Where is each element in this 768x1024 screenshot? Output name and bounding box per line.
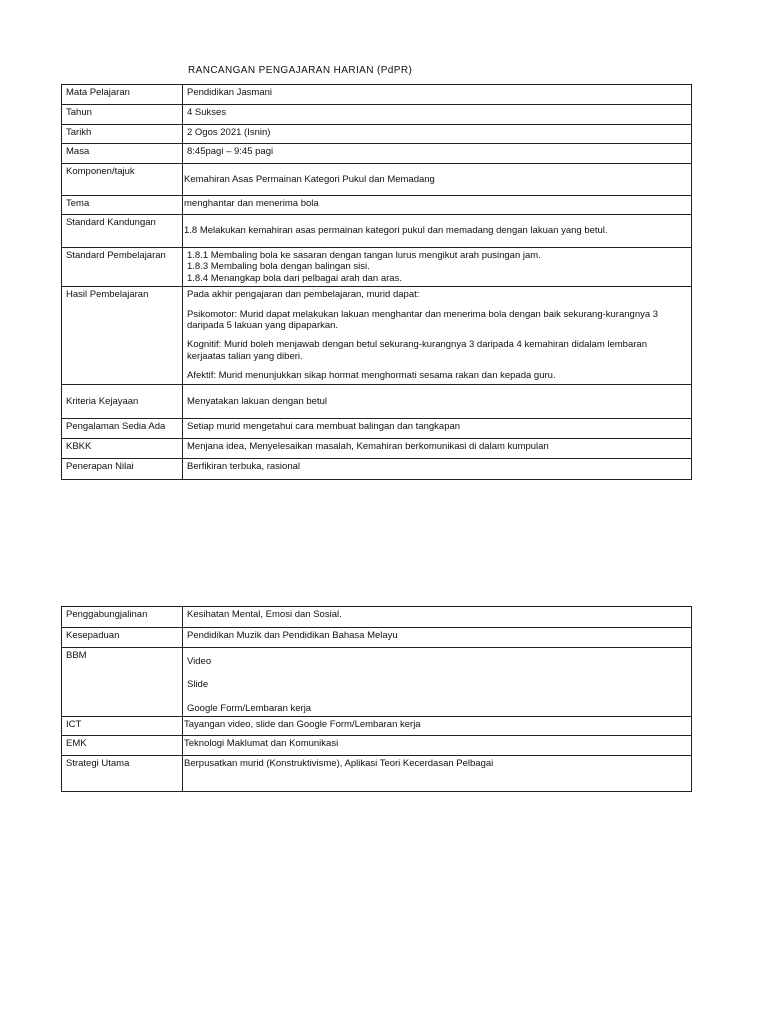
hasil-kognitif: Kognitif: Murid boleh menjawab dengan betul sekurang-kurangnya 3 daripada 4 kemahiran didalam lembaran kerjaatas talian yang diberi. [187, 339, 647, 362]
value-tema: menghantar dan menerima bola [183, 196, 692, 215]
document-title: RANCANGAN PENGAJARAN HARIAN (PdPR) [188, 65, 413, 76]
lesson-plan-table-2 [61, 606, 692, 792]
row-kbkk [62, 439, 692, 459]
row-strategi-utama [62, 756, 692, 792]
row-pengalaman-sedia-ada [62, 419, 692, 439]
value-bbm [183, 648, 692, 717]
value-ict: Tayangan video, slide dan Google Form/Lembaran kerja [183, 717, 692, 736]
row-standard-kandungan [62, 215, 692, 248]
label-kriteria-kejayaan: Kriteria Kejayaan [62, 385, 183, 419]
value-hasil-pembelajaran [183, 287, 692, 385]
label-strategi-utama: Strategi Utama [62, 756, 183, 792]
value-strategi-utama: Berpusatkan murid (Konstruktivisme), Aplikasi Teori Kecerdasan Pelbagai [183, 756, 692, 792]
bbm-item: Slide [187, 679, 209, 691]
label-mata-pelajaran: Mata Pelajaran [62, 85, 183, 105]
row-tema [62, 196, 692, 215]
label-emk: EMK [62, 736, 183, 756]
row-masa [62, 144, 692, 164]
label-ict: ICT [62, 717, 183, 736]
label-masa: Masa [62, 144, 183, 164]
label-tarikh: Tarikh [62, 125, 183, 144]
bbm-item: Video [187, 656, 212, 667]
row-ict [62, 717, 692, 736]
row-emk [62, 736, 692, 756]
value-standard-kandungan: 1.8 Melakukan kemahiran asas permainan kategori pukul dan memadang dengan lakuan yang betul. [183, 215, 692, 248]
label-penggabungjalinan: Penggabungjalinan [62, 607, 183, 628]
row-kriteria-kejayaan [62, 385, 692, 419]
row-komponen [62, 164, 692, 196]
value-emk: Teknologi Maklumat dan Komunikasi [183, 736, 692, 756]
sp-line: 1.8.4 Menangkap bola dari pelbagai arah dan aras. [187, 272, 402, 284]
hasil-afektif: Afektif: Murid menunjukkan sikap hormat menghormati sesama rakan dan kepada guru. [187, 370, 556, 382]
row-hasil-pembelajaran [62, 287, 692, 385]
value-masa: 8:45pagi – 9:45 pagi [183, 144, 692, 164]
value-komponen: Kemahiran Asas Permainan Kategori Pukul dan Memadang [183, 164, 692, 196]
row-penggabungjalinan [62, 607, 692, 628]
lesson-plan-table [61, 84, 692, 480]
hasil-intro: Pada akhir pengajaran dan pembelajaran, murid dapat: [187, 289, 420, 301]
row-kesepaduan [62, 628, 692, 648]
label-bbm: BBM [62, 648, 183, 717]
label-standard-pembelajaran: Standard Pembelajaran [62, 248, 183, 287]
value-tarikh: 2 Ogos 2021 (Isnin) [183, 125, 692, 144]
value-standard-pembelajaran [183, 248, 692, 287]
row-penerapan-nilai [62, 459, 692, 480]
value-tahun: 4 Sukses [183, 105, 692, 125]
label-kesepaduan: Kesepaduan [62, 628, 183, 648]
label-kbkk: KBKK [62, 439, 183, 459]
sp-line: 1.8.3 Membaling bola dengan balingan sisi. [187, 261, 370, 273]
value-penerapan-nilai: Berfikiran terbuka, rasional [183, 459, 692, 480]
label-tahun: Tahun [62, 105, 183, 125]
row-tahun [62, 105, 692, 125]
label-tema: Tema [62, 196, 183, 215]
row-mata-pelajaran [62, 85, 692, 105]
sp-line: 1.8.1 Membaling bola ke sasaran dengan tangan lurus mengikut arah pusingan jam. [187, 250, 541, 261]
label-penerapan-nilai: Penerapan Nilai [62, 459, 183, 480]
value-mata-pelajaran: Pendidikan Jasmani [183, 85, 692, 105]
value-pengalaman-sedia-ada: Setiap murid mengetahui cara membuat balingan dan tangkapan [183, 419, 692, 439]
row-bbm [62, 648, 692, 717]
label-standard-kandungan: Standard Kandungan [62, 215, 183, 248]
value-kbkk: Menjana idea, Menyelesaikan masalah, Kemahiran berkomunikasi di dalam kumpulan [183, 439, 692, 459]
value-kriteria-kejayaan: Menyatakan lakuan dengan betul [183, 385, 692, 419]
row-tarikh [62, 125, 692, 144]
label-komponen: Komponen/tajuk [62, 164, 183, 196]
value-kesepaduan: Pendidikan Muzik dan Pendidikan Bahasa Melayu [183, 628, 692, 648]
bbm-item: Google Form/Lembaran kerja [187, 702, 312, 714]
value-penggabungjalinan: Kesihatan Mental, Emosi dan Sosial. [183, 607, 692, 628]
label-pengalaman-sedia-ada: Pengalaman Sedia Ada [62, 419, 183, 439]
row-standard-pembelajaran [62, 248, 692, 287]
hasil-psikomotor: Psikomotor: Murid dapat melakukan lakuan menghantar dan menerima bola dengan baik sekurang-kurangnya 3 daripada 5 lakuan yang dipaparkan. [187, 308, 659, 331]
label-hasil-pembelajaran: Hasil Pembelajaran [62, 287, 183, 385]
